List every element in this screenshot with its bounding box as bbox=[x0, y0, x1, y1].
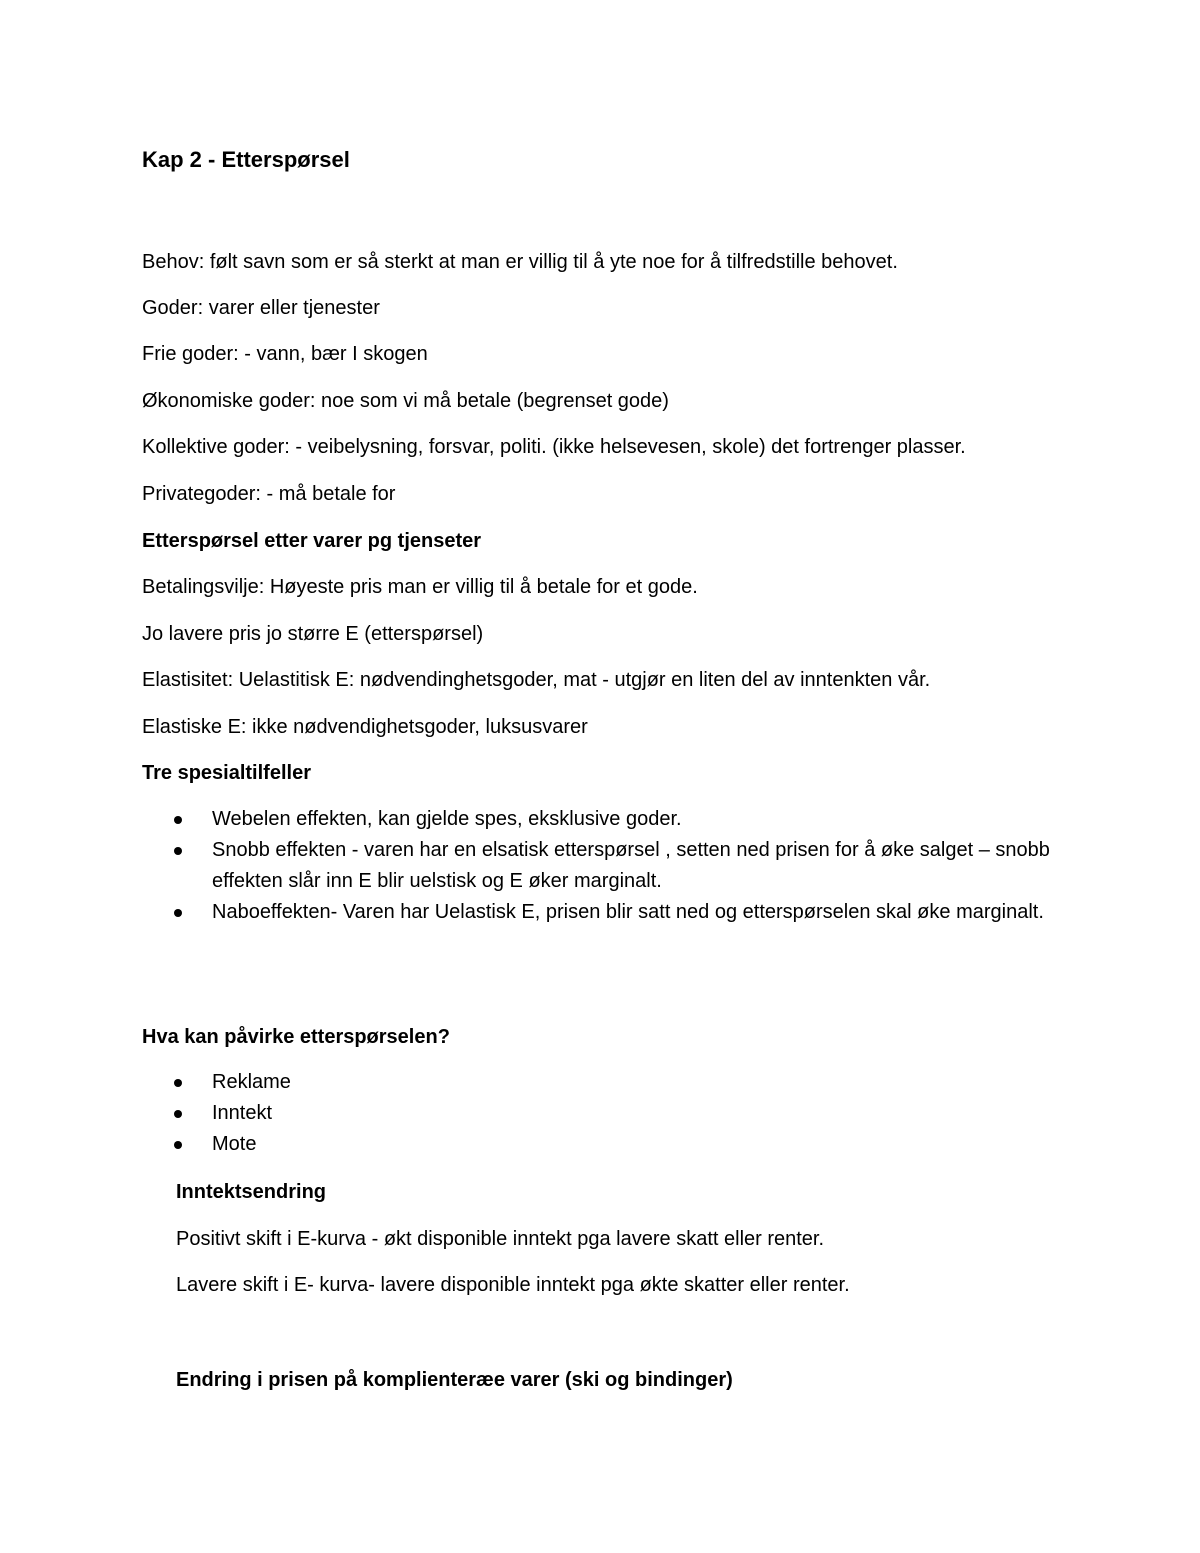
list-item bbox=[176, 1098, 1056, 1129]
bullet-icon bbox=[174, 816, 182, 824]
list-item-text: Reklame bbox=[212, 1071, 291, 1093]
definition-behov: Behov: følt savn som er så sterkt at man er villig til å yte noe for å tilfredstille behovet. bbox=[142, 251, 898, 273]
text-elastiske: Elastiske E: ikke nødvendighetsgoder, luksusvarer bbox=[142, 716, 588, 738]
list-item-text: Mote bbox=[212, 1133, 257, 1155]
list-item-text: Inntekt bbox=[212, 1102, 273, 1124]
list-item-text: Snobb effekten - varen har en elsatisk etterspørsel , setten ned prisen for å øke salget – snobb effekten slår inn E blir uelstisk og E øker marginalt. bbox=[212, 839, 1050, 892]
section-heading-ettersporsel: Etterspørsel etter varer pg tjenseter bbox=[142, 530, 482, 552]
definition-kollektive-goder: Kollektive goder: - veibelysning, forsvar, politi. (ikke helsevesen, skole) det fortrenger plasser. bbox=[142, 436, 966, 458]
list-item bbox=[176, 835, 1056, 897]
page-title: Kap 2 - Etterspørsel bbox=[142, 147, 350, 172]
text-elastisitet: Elastisitet: Uelastitisk E: nødvendinghetsgoder, mat - utgjør en liten del av inntenkten vår. bbox=[142, 669, 931, 691]
bullet-icon bbox=[174, 847, 182, 855]
bullet-icon bbox=[174, 909, 182, 917]
bullet-icon bbox=[174, 1110, 182, 1118]
section-heading-pavirke: Hva kan påvirke etterspørselen? bbox=[142, 1026, 450, 1048]
text-positivt-skift: Positivt skift i E-kurva - økt disponible inntekt pga lavere skatt eller renter. bbox=[176, 1228, 825, 1250]
definition-frie-goder: Frie goder: - vann, bær I skogen bbox=[142, 343, 428, 365]
text-betalingsvilje: Betalingsvilje: Høyeste pris man er villig til å betale for et gode. bbox=[142, 576, 698, 598]
list-item bbox=[176, 1129, 1056, 1160]
definition-okonomiske-goder: Økonomiske goder: noe som vi må betale (begrenset gode) bbox=[142, 390, 669, 412]
bullet-icon bbox=[174, 1079, 182, 1087]
list-item bbox=[176, 897, 1056, 928]
section-heading-spesialtilfeller: Tre spesialtilfeller bbox=[142, 762, 311, 784]
list-item bbox=[176, 804, 1056, 835]
subheading-endring-prisen: Endring i prisen på komplienteræe varer (ski og bindinger) bbox=[176, 1369, 733, 1391]
definition-goder: Goder: varer eller tjenester bbox=[142, 297, 380, 319]
subheading-inntektsendring: Inntektsendring bbox=[176, 1181, 327, 1203]
text-lavere-skift: Lavere skift i E- kurva- lavere disponible inntekt pga økte skatter eller renter. bbox=[176, 1274, 850, 1296]
list-item bbox=[176, 1067, 1056, 1098]
list-item-text: Webelen effekten, kan gjelde spes, eksklusive goder. bbox=[212, 808, 682, 830]
bullet-icon bbox=[174, 1141, 182, 1149]
text-jo-lavere: Jo lavere pris jo større E (etterspørsel) bbox=[142, 623, 484, 645]
list-item-text: Naboeffekten- Varen har Uelastisk E, prisen blir satt ned og etterspørselen skal øke marginalt. bbox=[212, 901, 1044, 923]
definition-privategoder: Privategoder: - må betale for bbox=[142, 483, 396, 505]
